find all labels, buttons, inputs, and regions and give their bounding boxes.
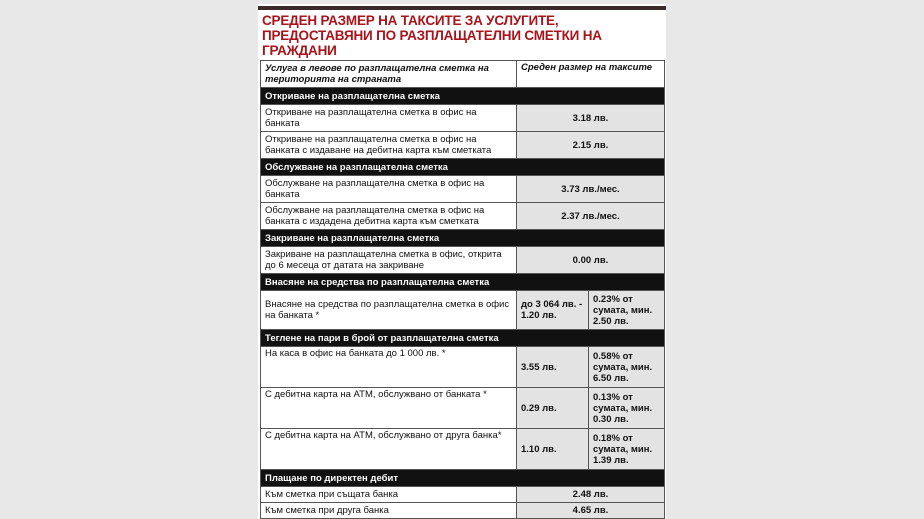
row-value: 0.00 лв. — [517, 247, 665, 274]
row-value: 2.37 лв./мес. — [517, 203, 665, 230]
table-row — [261, 503, 665, 519]
row-label: С дебитна карта на АТМ, обслужвано от друга банка* — [261, 429, 517, 470]
row-label: Откриване на разплащателна сметка в офис на банката — [261, 105, 517, 132]
row-value: 3.18 лв. — [517, 105, 665, 132]
table-row — [261, 347, 665, 388]
row-value: 3.73 лв./мес. — [517, 176, 665, 203]
table-row — [261, 132, 665, 159]
row-label: Закриване на разплащателна сметка в офис, открита до 6 месеца от датата на закриване — [261, 247, 517, 274]
row-value: 2.15 лв. — [517, 132, 665, 159]
table-row — [261, 203, 665, 230]
table-row — [261, 105, 665, 132]
row-value-percent: 0.23% от сумата, мин. 2.50 лв. — [589, 291, 665, 330]
row-label: На каса в офис на банката до 1 000 лв. * — [261, 347, 517, 388]
fee-table-card — [258, 4, 666, 519]
row-value-percent: 0.13% от сумата, мин. 0.30 лв. — [589, 388, 665, 429]
section-title-deposit: Внасяне на средства по разплащателна сметка — [261, 274, 665, 291]
row-value-percent: 0.18% от сумата, мин. 1.39 лв. — [589, 429, 665, 470]
table-header — [261, 61, 665, 88]
section-title-open: Откриване на разплащателна сметка — [261, 88, 665, 105]
row-label: Внасяне на средства по разплащателна сметка в офис на банката * — [261, 291, 517, 330]
row-label: Обслужване на разплащателна сметка в офис на банката — [261, 176, 517, 203]
table-row — [261, 487, 665, 503]
row-label: Към сметка при същата банка — [261, 487, 517, 503]
table-row — [261, 247, 665, 274]
table-row — [261, 388, 665, 429]
section-title-debit: Плащане по директен дебит — [261, 470, 665, 487]
row-label: Обслужване на разплащателна сметка в офис на банката с издадена дебитна карта към сметката — [261, 203, 517, 230]
page-title: СРЕДЕН РАЗМЕР НА ТАКСИТЕ ЗА УСЛУГИТЕ, ПРЕДОСТАВЯНИ ПО РАЗПЛАЩАТЕЛНИ СМЕТКИ НА ГРАЖДАНИ — [262, 13, 602, 58]
row-value-fixed: 3.55 лв. — [517, 347, 589, 388]
row-label: Откриване на разплащателна сметка в офис на банката с издаване на дебитна карта към сметката — [261, 132, 517, 159]
header-service: Услуга в левове по разплащателна сметка на територията на страната — [261, 61, 517, 88]
row-value: 2.48 лв. — [517, 487, 665, 503]
row-value: 4.65 лв. — [517, 503, 665, 519]
section-title-service: Обслужване на разплащателна сметка — [261, 159, 665, 176]
fees-table — [260, 60, 665, 519]
row-label: С дебитна карта на АТМ, обслужвано от банката * — [261, 388, 517, 429]
row-value-percent: 0.58% от сумата, мин. 6.50 лв. — [589, 347, 665, 388]
table-row — [261, 291, 665, 330]
section-title-close: Закриване на разплащателна сметка — [261, 230, 665, 247]
row-value-fixed: до 3 064 лв. - 1.20 лв. — [517, 291, 589, 330]
table-row — [261, 429, 665, 470]
row-value-fixed: 1.10 лв. — [517, 429, 589, 470]
section-title-withdraw: Теглене на пари в брой от разплащателна сметка — [261, 330, 665, 347]
row-value-fixed: 0.29 лв. — [517, 388, 589, 429]
header-average-fee: Среден размер на таксите — [517, 61, 665, 88]
row-label: Към сметка при друга банка — [261, 503, 517, 519]
table-row — [261, 176, 665, 203]
